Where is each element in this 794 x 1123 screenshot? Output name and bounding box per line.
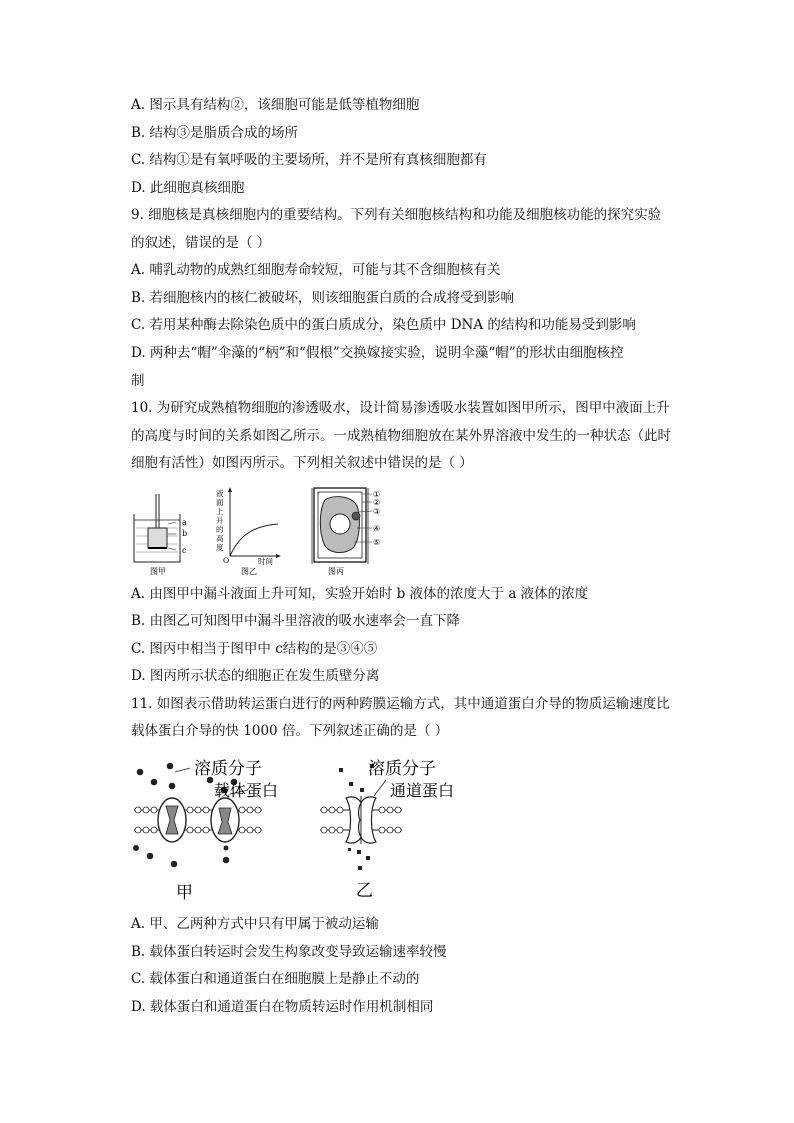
graph-y-label: 液 面 上 升 的 高 度 xyxy=(216,489,224,552)
q9-option-b: B. 若细胞核内的核仁被破坏，则该细胞蛋白质的合成将受到影响 xyxy=(131,290,515,306)
q10-figure xyxy=(128,484,400,576)
q11-option-a: A. 甲、乙两种方式中只有甲属于被动运输 xyxy=(131,916,379,932)
q11-option-b: B. 载体蛋白转运时会发生构象改变导致运输速率较慢 xyxy=(131,944,447,960)
panel-jia-label: 甲 xyxy=(176,883,193,903)
q8-option-d: D. 此细胞真核细胞 xyxy=(131,180,245,196)
membrane-yi xyxy=(320,764,402,870)
beaker-label-b: b xyxy=(182,529,188,538)
q10-stem-line3: 细胞有活性）如图丙所示。下列相关叙述中错误的是（ ） xyxy=(131,455,473,471)
solute-label-yi: 溶质分子 xyxy=(368,759,436,779)
q10-option-c: C. 图丙中相当于图甲中 c结构的是③④⑤ xyxy=(131,641,378,657)
graph-yi xyxy=(228,487,281,558)
graph-x-label: 时间 xyxy=(258,557,273,566)
q10-option-a: A. 由图甲中漏斗液面上升可知，实验开始时 b 液体的浓度大于 a 液体的浓度 xyxy=(131,586,589,602)
plant-cell-diagram xyxy=(312,488,372,564)
q8-option-a: A. 图示具有结构②，该细胞可能是低等植物细胞 xyxy=(131,97,420,113)
beaker-label-c: c xyxy=(182,546,187,555)
solute-label-jia: 溶质分子 xyxy=(194,759,262,779)
figure-yi-label: 图乙 xyxy=(241,567,257,576)
carrier-protein-label: 载体蛋白 xyxy=(214,781,279,800)
q8-option-c: C. 结构①是有氧呼吸的主要场所，并不是所有真核细胞都有 xyxy=(131,152,487,168)
q9-option-a: A. 哺乳动物的成熟红细胞寿命较短，可能与其不含细胞核有关 xyxy=(131,262,501,278)
beaker-label-a: a xyxy=(182,518,187,527)
q8-option-b: B. 结构③是脂质合成的场所 xyxy=(131,125,299,141)
q10-option-d: D. 图丙所示状态的细胞正在发生质壁分离 xyxy=(131,668,380,684)
cell-labels: ① ② ③ ④ ⑤ xyxy=(373,490,381,547)
q9-option-d-line1: D. 两种去“帽”伞藻的“柄”和“假根”交换嫁接实验，说明伞藻“帽”的形状由细胞核控 xyxy=(131,345,624,361)
q11-figure xyxy=(130,752,470,904)
q11-stem-line1: 11. 如图表示借助转运蛋白进行的两种跨膜运输方式，其中通道蛋白介导的物质运输速度比 xyxy=(131,696,670,712)
figure-bing-label: 图丙 xyxy=(328,567,344,576)
q10-option-b: B. 由图乙可知图甲中漏斗里溶液的吸水速率会一直下降 xyxy=(131,613,461,629)
q9-option-d-line2: 制 xyxy=(131,373,145,389)
q9-stem-line1: 9. 细胞核是真核细胞内的重要结构。下列有关细胞核结构和功能及细胞核功能的探究实验 xyxy=(131,207,662,223)
graph-origin: O xyxy=(223,556,230,565)
channel-protein-label: 通道蛋白 xyxy=(390,781,455,800)
figure-jia-label: 图甲 xyxy=(150,567,166,576)
q11-option-c: C. 载体蛋白和通道蛋白在细胞膜上是静止不动的 xyxy=(131,971,420,987)
q11-stem-line2: 载体蛋白介导的快 1000 倍。下列叙述正确的是（ ） xyxy=(131,723,449,739)
q9-option-c: C. 若用某种酶去除染色质中的蛋白质成分，染色质中 DNA 的结构和功能易受到影响 xyxy=(131,317,636,333)
q10-stem-line2: 的高度与时间的关系如图乙所示。一成熟植物细胞放在某外界溶液中发生的一种状态（此时 xyxy=(131,428,671,444)
q11-option-d: D. 载体蛋白和通道蛋白在物质转运时作用机制相同 xyxy=(131,999,434,1015)
panel-yi-label: 乙 xyxy=(356,881,373,901)
beaker-diagram xyxy=(134,494,180,562)
q9-stem-line2: 的叙述，错误的是（ ） xyxy=(131,235,271,251)
q10-stem-line1: 10. 为研究成熟植物细胞的渗透吸水，设计简易渗透吸水装置如图甲所示，图甲中液面上升 xyxy=(131,400,670,416)
